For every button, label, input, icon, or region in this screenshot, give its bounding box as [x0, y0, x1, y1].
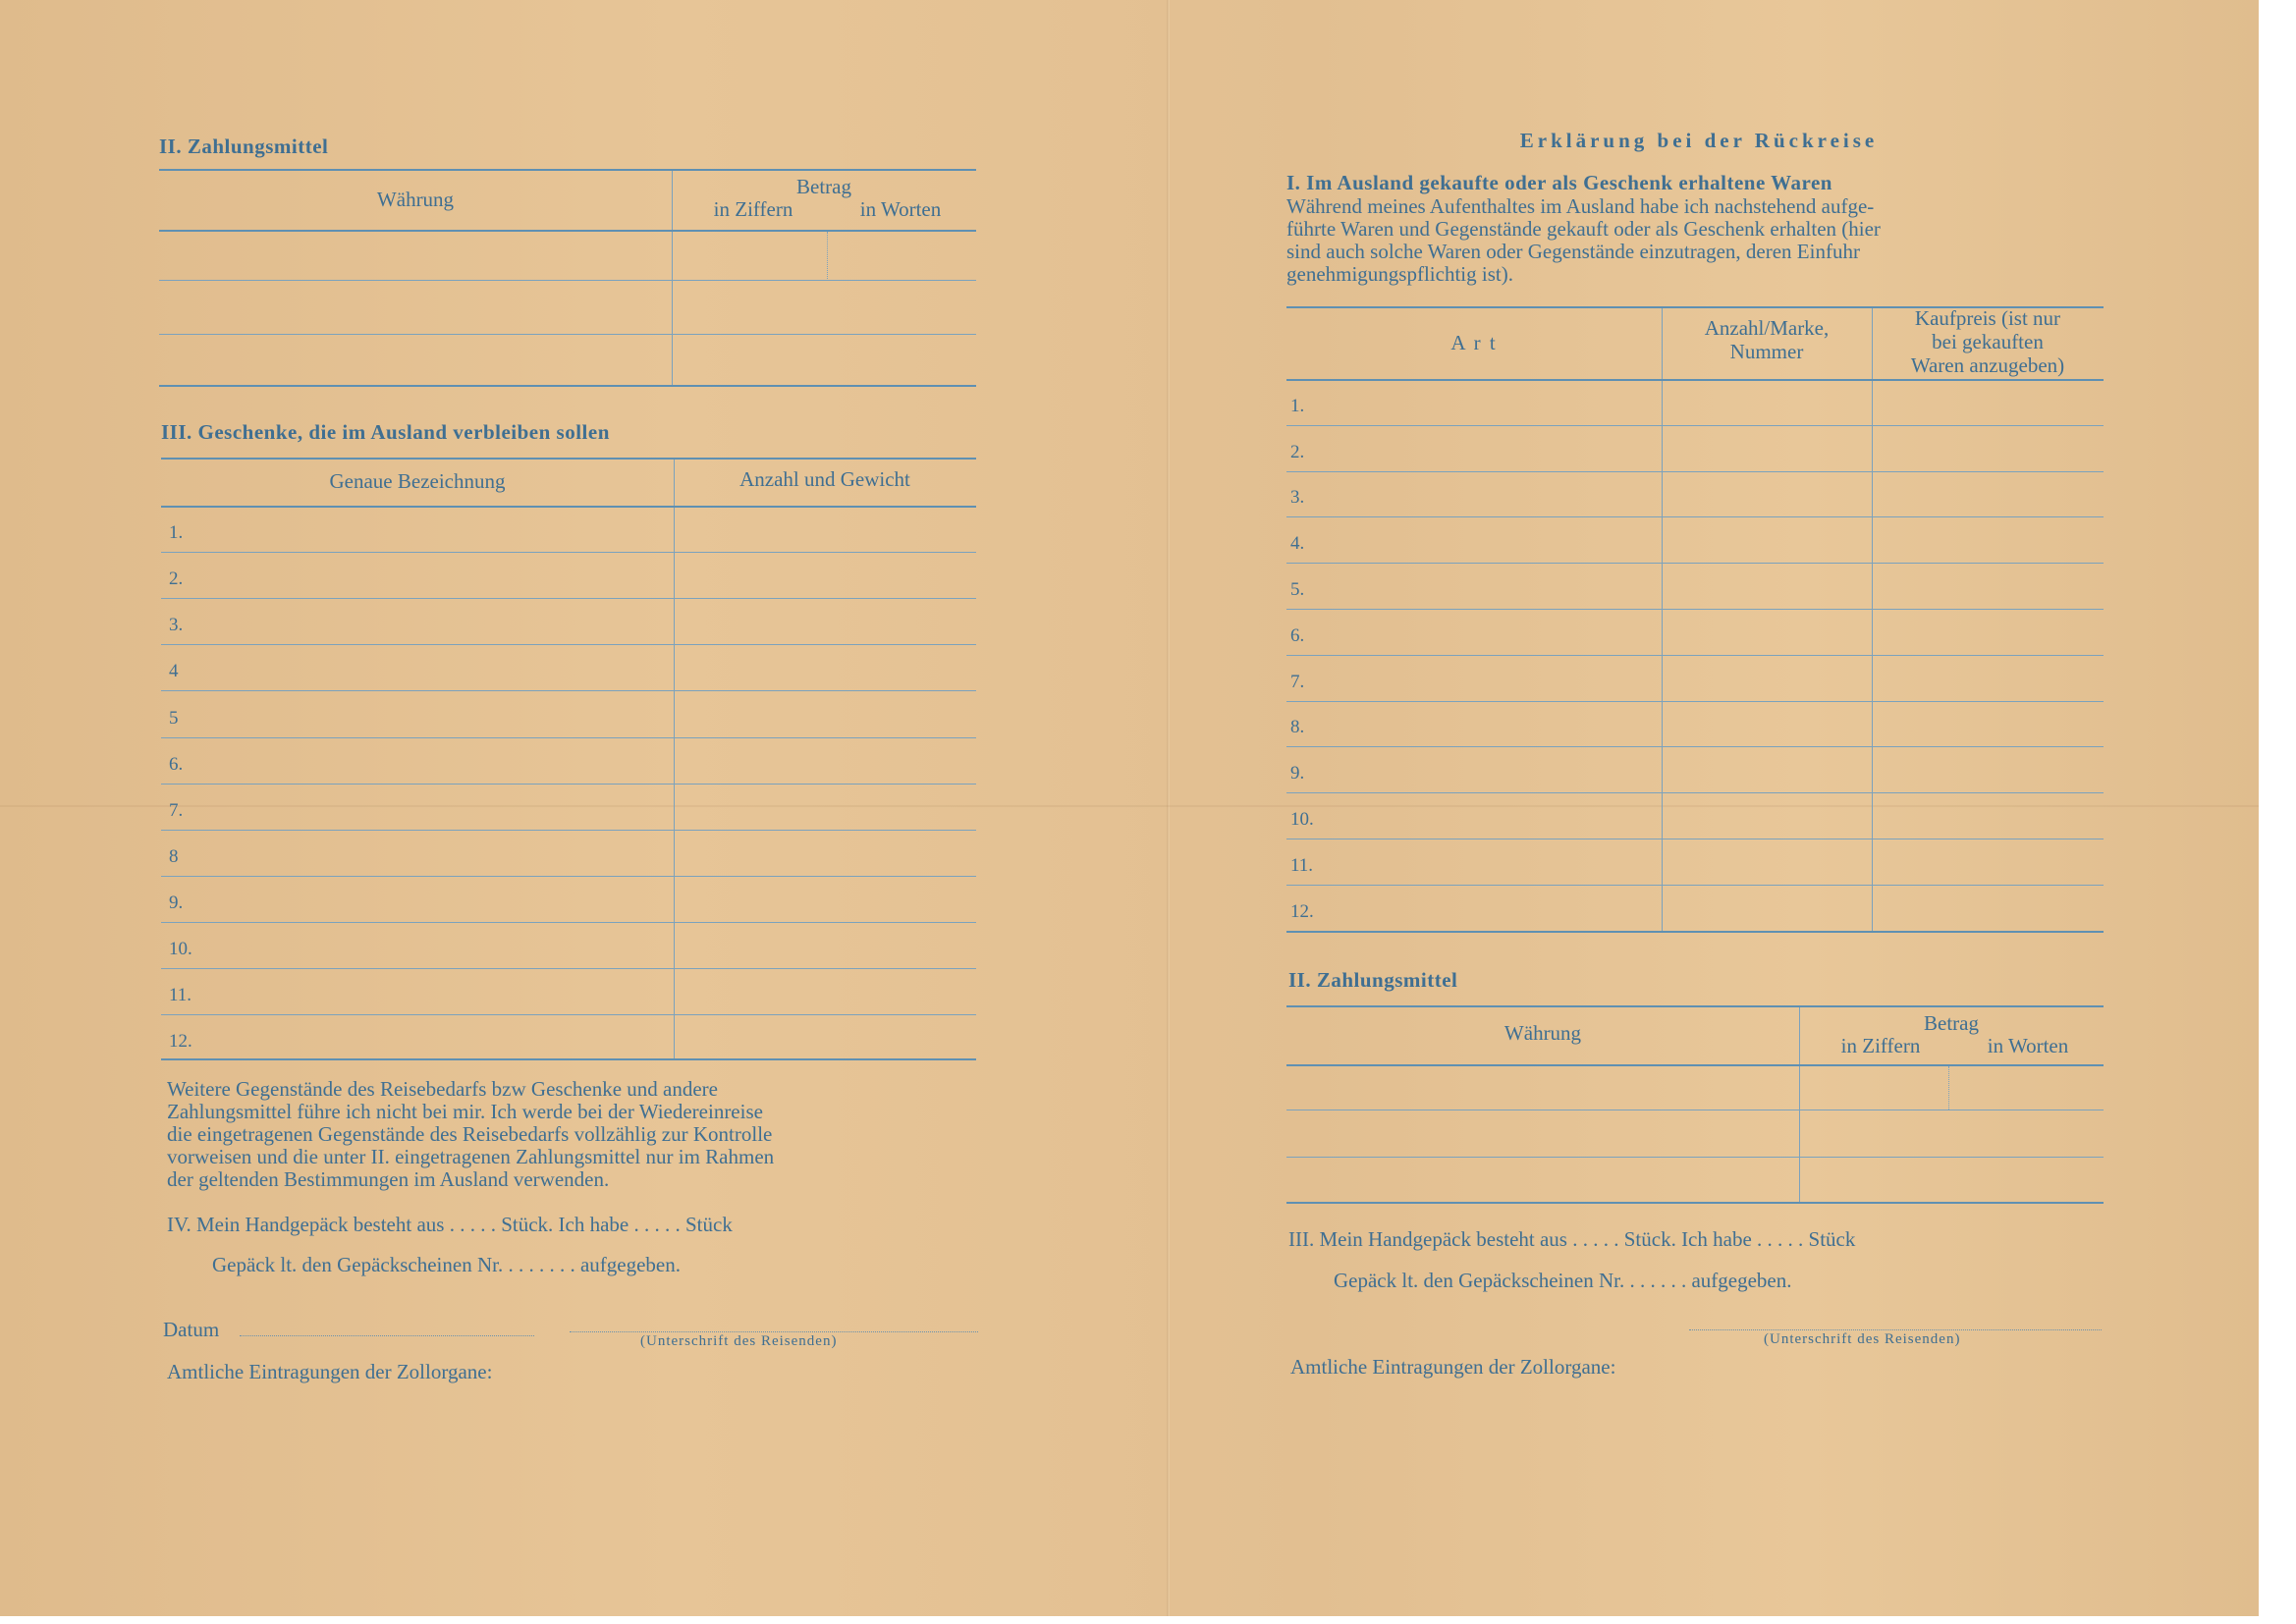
right-sec1-row-rule [1286, 885, 2104, 886]
left-sec2-bottom-rule [159, 385, 976, 387]
horizontal-fold [0, 805, 2259, 807]
right-sec2-row-rule-2 [1286, 1157, 2104, 1158]
left-sec3-col-qty: Anzahl und Gewicht [739, 467, 910, 491]
right-sec1-row-number: 6. [1290, 624, 1305, 646]
left-sec3-row-rule [161, 876, 976, 877]
left-sec3-row-number: 6. [169, 753, 184, 775]
right-sec1-row-number: 12. [1290, 900, 1314, 922]
right-sec1-row-rule [1286, 792, 2104, 793]
left-sec2-row-rule-2 [159, 334, 976, 335]
right-heading: Erklärung bei der Rückreise [1519, 129, 1879, 152]
left-sec3-row-rule [161, 1014, 976, 1015]
right-sec1-col-price: Kaufpreis (ist nur bei gekauften Waren anzugeben) [1910, 306, 2065, 377]
left-sec3-row-rule [161, 968, 976, 969]
right-sec1-col-art: A r t [1450, 331, 1498, 354]
left-sec2-row-rule-1 [159, 280, 976, 281]
right-sec1-header-rule [1286, 379, 2104, 381]
left-sec3-row-rule [161, 922, 976, 923]
left-sec3-row-rule [161, 784, 976, 785]
left-sec2-col-words: in Worten [859, 197, 942, 221]
right-sec1-row-number: 1. [1290, 395, 1305, 416]
left-sec3-row-number: 4 [169, 661, 179, 682]
right-sec1-row-rule [1286, 746, 2104, 747]
left-sec3-row-rule [161, 737, 976, 738]
left-sec3-row-number: 8 [169, 845, 179, 867]
left-sec3-row-number: 1. [169, 522, 184, 544]
right-signature-caption: (Unterschrift des Reisenden) [1764, 1331, 1961, 1347]
left-sec2-title: II. Zahlungsmittel [159, 135, 329, 158]
left-sec3-row-number: 12. [169, 1031, 192, 1053]
right-sec3-line1: III. Mein Handgepäck besteht aus . . . . . Stück. Ich habe . . . . . Stück [1288, 1227, 1856, 1251]
right-sec1-row-number: 2. [1290, 441, 1305, 462]
right-sec2-col-amount: Betrag [1924, 1011, 1979, 1035]
right-sec1-row-number: 7. [1290, 671, 1305, 692]
left-sec3-row-rule [161, 830, 976, 831]
right-sec1-col-count: Anzahl/Marke, Nummer [1704, 316, 1830, 363]
left-official-entries: Amtliche Eintragungen der Zollorgane: [167, 1360, 493, 1383]
left-sec3-title: III. Geschenke, die im Ausland verbleiben sollen [161, 420, 610, 444]
right-sec1-row-number: 3. [1290, 487, 1305, 509]
left-sec3-bottom-rule [161, 1058, 976, 1060]
right-sec2-top-rule [1286, 1005, 2104, 1007]
left-date-field[interactable] [240, 1335, 534, 1336]
right-sec1-row-rule [1286, 471, 2104, 472]
left-declaration-paragraph: Weitere Gegenstände des Reisebedarfs bzw Geschenke und andere Zahlungsmittel führe ich nicht bei mir. Ich werde bei der Wiedereinreise die eingetragenen Gegenstände des Reisebedarfs vollzählig zur Kontrolle vorweisen und die unter II. eingetragenen Zahlungsmittel nur im Rahmen der geltenden Bestimmungen im Ausland verwenden. [167, 1077, 775, 1191]
right-sec1-divider-1 [1662, 308, 1663, 931]
right-sec1-row-rule [1286, 563, 2104, 564]
left-sec3-top-rule [161, 458, 976, 460]
right-sec1-row-number: 4. [1290, 533, 1305, 555]
right-sec2-sub-divider [1948, 1066, 1949, 1110]
left-sec4-line2: Gepäck lt. den Gepäckscheinen Nr. . . . . . . . aufgegeben. [212, 1253, 681, 1276]
left-sec3-row-rule [161, 690, 976, 691]
left-sec3-col-desc: Genaue Bezeichnung [329, 469, 506, 493]
left-sec3-row-number: 9. [169, 892, 184, 913]
left-sec2-col-divider [672, 171, 673, 385]
left-sec3-row-number: 11. [169, 985, 192, 1006]
right-sec1-text: Während meines Aufenthaltes im Ausland habe ich nachstehend aufge- führte Waren und Gegenstände gekauft oder als Geschenk erhalten (hier sind auch solche Waren oder Gegenstände einzutragen, deren Einfuhr genehmigungspflichtig ist). [1286, 194, 1881, 286]
left-sec3-row-number: 7. [169, 799, 184, 821]
left-sec3-row-number: 5 [169, 707, 179, 729]
left-sec3-row-rule [161, 598, 976, 599]
left-sec2-col-amount: Betrag [796, 175, 851, 198]
right-sec1-row-rule [1286, 425, 2104, 426]
right-sec1-divider-2 [1872, 308, 1873, 931]
left-sec2-top-rule [159, 169, 976, 171]
right-official-entries: Amtliche Eintragungen der Zollorgane: [1290, 1355, 1616, 1379]
right-sec1-row-rule [1286, 609, 2104, 610]
right-sec2-title: II. Zahlungsmittel [1288, 968, 1458, 992]
right-sec2-bottom-rule [1286, 1202, 2104, 1204]
left-sec2-col-digits: in Ziffern [713, 197, 793, 221]
right-sec1-row-number: 10. [1290, 809, 1314, 830]
left-signature-field[interactable] [570, 1331, 978, 1332]
right-sec3-line2: Gepäck lt. den Gepäckscheinen Nr. . . . . . . aufgegeben. [1334, 1269, 1792, 1292]
left-sec2-header-rule [159, 230, 976, 232]
right-sec1-bottom-rule [1286, 931, 2104, 933]
right-sec2-col-currency: Währung [1503, 1021, 1582, 1045]
center-fold [1167, 0, 1170, 1616]
left-sec3-row-rule [161, 644, 976, 645]
right-sec1-row-rule [1286, 701, 2104, 702]
right-sec1-title: I. Im Ausland gekaufte oder als Geschenk erhaltene Waren [1286, 171, 1832, 194]
right-sec1-row-rule [1286, 655, 2104, 656]
left-date-label: Datum [163, 1318, 220, 1341]
left-sec3-row-number: 3. [169, 615, 184, 636]
right-sec2-col-digits: in Ziffern [1840, 1034, 1921, 1057]
right-signature-field[interactable] [1689, 1329, 2102, 1330]
right-sec2-col-divider [1799, 1007, 1800, 1202]
left-sec3-header-rule [161, 506, 976, 508]
right-sec2-col-words: in Worten [1987, 1034, 2069, 1057]
right-sec1-row-number: 8. [1290, 717, 1305, 738]
left-sec3-row-number: 2. [169, 568, 184, 590]
left-sec2-sub-divider [827, 232, 828, 281]
left-signature-caption: (Unterschrift des Reisenden) [640, 1333, 838, 1349]
left-sec3-row-number: 10. [169, 939, 192, 959]
left-sec3-row-rule [161, 552, 976, 553]
right-sec1-row-number: 5. [1290, 579, 1305, 600]
right-sec1-row-number: 11. [1290, 854, 1314, 876]
left-sec4-line1: IV. Mein Handgepäck besteht aus . . . . . Stück. Ich habe . . . . . Stück [167, 1213, 733, 1236]
right-sec2-header-rule [1286, 1064, 2104, 1066]
left-sec2-col-currency: Währung [376, 188, 455, 211]
right-sec1-row-rule [1286, 516, 2104, 517]
right-sec1-row-number: 9. [1290, 763, 1305, 785]
